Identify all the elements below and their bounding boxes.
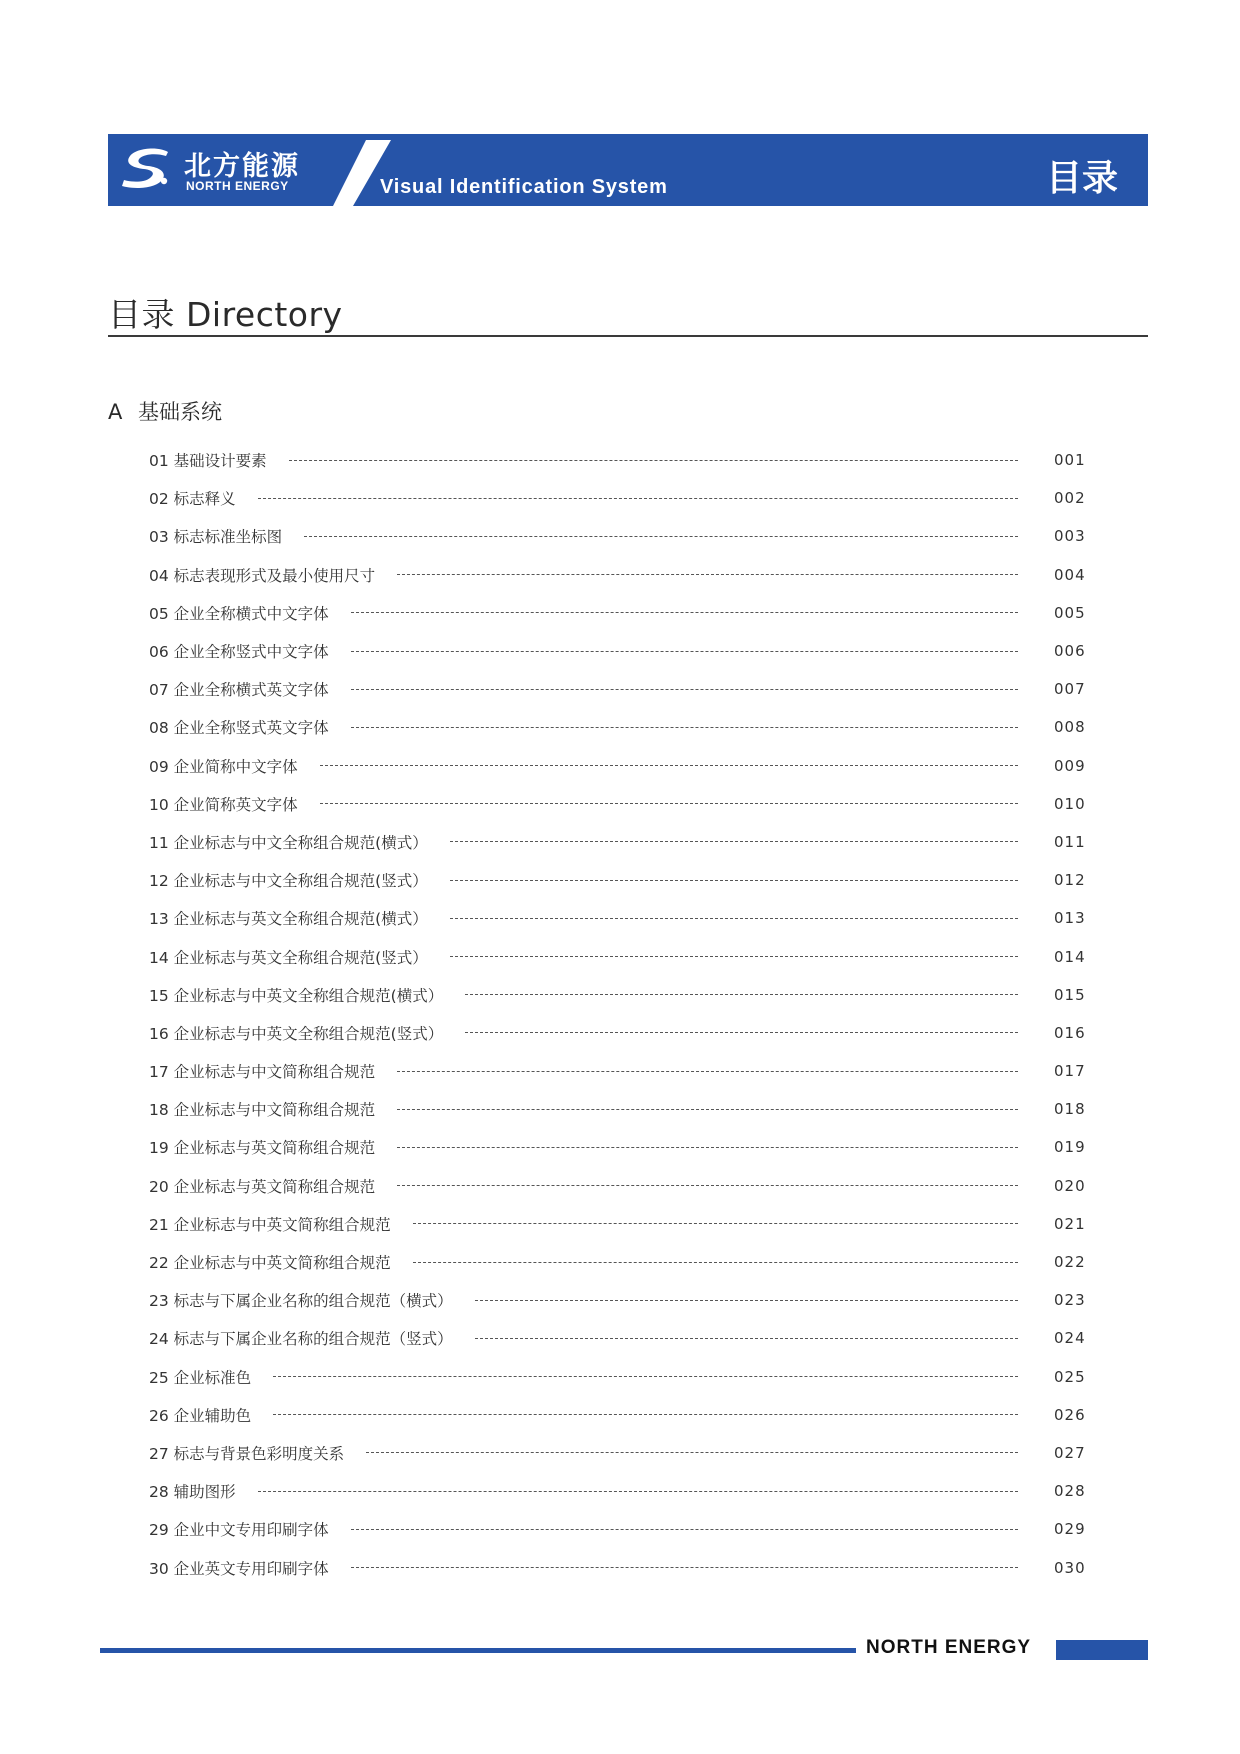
- toc-item-label: 14 企业标志与英文全称组合规范(竖式）: [149, 948, 428, 967]
- toc-item-label: 10 企业简称英文字体: [149, 795, 298, 814]
- toc-leader-dots: [450, 918, 1018, 919]
- toc-item-page: 020: [1054, 1176, 1086, 1195]
- toc-item-page: 030: [1054, 1558, 1086, 1577]
- toc-item[interactable]: [149, 1434, 1094, 1472]
- toc-item-page: 002: [1054, 489, 1086, 508]
- toc-item-page: 008: [1054, 718, 1086, 737]
- toc-leader-dots: [258, 1491, 1018, 1492]
- toc-item-page: 014: [1054, 947, 1086, 966]
- toc-leader-dots: [289, 460, 1018, 461]
- toc-leader-dots: [397, 1109, 1018, 1110]
- toc-leader-dots: [320, 803, 1018, 804]
- toc-item[interactable]: [149, 1319, 1094, 1357]
- toc-item-label: 02 标志释义: [149, 490, 236, 509]
- banner-section-title: 目录: [1045, 158, 1118, 199]
- toc-item[interactable]: [149, 1052, 1094, 1090]
- toc-leader-dots: [475, 1300, 1018, 1301]
- toc-item-page: 022: [1054, 1253, 1086, 1272]
- toc-leader-dots: [450, 880, 1018, 881]
- toc-item[interactable]: [149, 1358, 1094, 1396]
- toc-item-label: 05 企业全称横式中文字体: [149, 604, 329, 623]
- toc-leader-dots: [465, 1032, 1018, 1033]
- toc-item-label: 12 企业标志与中文全称组合规范(竖式）: [149, 872, 428, 891]
- toc-item[interactable]: [149, 1510, 1094, 1548]
- toc-item-label: 28 辅助图形: [149, 1483, 236, 1502]
- brand-name-cn: 北方能源: [184, 151, 300, 182]
- footer-accent-block: [1056, 1640, 1148, 1660]
- toc-leader-dots: [465, 994, 1018, 995]
- toc-item[interactable]: [149, 441, 1094, 479]
- toc-item-label: 16 企业标志与中英文全称组合规范(竖式）: [149, 1024, 444, 1043]
- toc-item[interactable]: [149, 861, 1094, 899]
- brand-name-en: NORTH ENERGY: [186, 179, 289, 193]
- toc-item-label: 13 企业标志与英文全称组合规范(横式）: [149, 910, 428, 929]
- toc-item-page: 009: [1054, 756, 1086, 775]
- toc-item[interactable]: [149, 1548, 1094, 1586]
- toc-item-page: 012: [1054, 871, 1086, 890]
- footer-brand: NORTH ENERGY: [866, 1637, 1032, 1658]
- toc-item-page: 023: [1054, 1291, 1086, 1310]
- toc-item[interactable]: [149, 747, 1094, 785]
- toc-item[interactable]: [149, 1396, 1094, 1434]
- toc-item[interactable]: [149, 823, 1094, 861]
- toc-leader-dots: [475, 1338, 1018, 1339]
- toc-leader-dots: [397, 1147, 1018, 1148]
- toc-item-page: 017: [1054, 1062, 1086, 1081]
- toc-item-page: 006: [1054, 642, 1086, 661]
- toc-item[interactable]: [149, 1205, 1094, 1243]
- toc-leader-dots: [351, 1529, 1018, 1530]
- toc-leader-dots: [366, 1452, 1018, 1453]
- toc-item[interactable]: [149, 1167, 1094, 1205]
- toc-item-page: 024: [1054, 1329, 1086, 1348]
- toc-item-label: 24 标志与下属企业名称的组合规范（竖式）: [149, 1330, 453, 1349]
- toc-item-page: 004: [1054, 565, 1086, 584]
- toc-item[interactable]: [149, 556, 1094, 594]
- toc-leader-dots: [413, 1262, 1018, 1263]
- toc-item-page: 015: [1054, 985, 1086, 1004]
- toc-item-page: 029: [1054, 1520, 1086, 1539]
- section-letter: A: [108, 400, 123, 424]
- toc-item-label: 21 企业标志与中英文简称组合规范: [149, 1215, 391, 1234]
- toc-item-label: 25 企业标准色: [149, 1368, 252, 1387]
- section-heading: [108, 396, 222, 426]
- toc-item-label: 29 企业中文专用印刷字体: [149, 1521, 329, 1540]
- toc-item-label: 22 企业标志与中英文简称组合规范: [149, 1254, 391, 1273]
- toc-item-page: 028: [1054, 1482, 1086, 1501]
- toc-item-page: 005: [1054, 603, 1086, 622]
- toc-item[interactable]: [149, 1281, 1094, 1319]
- toc-item-page: 019: [1054, 1138, 1086, 1157]
- toc-leader-dots: [397, 1185, 1018, 1186]
- banner-subtitle: Visual Identification System: [380, 176, 668, 198]
- toc-item-page: 026: [1054, 1405, 1086, 1424]
- page-title: 目录 Directory: [108, 295, 343, 334]
- toc-item-label: 18 企业标志与中文简称组合规范: [149, 1101, 376, 1120]
- toc-leader-dots: [273, 1376, 1018, 1377]
- toc-item-label: 04 标志表现形式及最小使用尺寸: [149, 566, 376, 585]
- toc-item[interactable]: [149, 1090, 1094, 1128]
- toc-leader-dots: [320, 765, 1018, 766]
- toc-item[interactable]: [149, 479, 1094, 517]
- toc-item-page: 013: [1054, 909, 1086, 928]
- toc-item-label: 23 标志与下属企业名称的组合规范（横式）: [149, 1292, 453, 1311]
- toc-item[interactable]: [149, 1243, 1094, 1281]
- toc-leader-dots: [351, 651, 1018, 652]
- toc-item-label: 07 企业全称横式英文字体: [149, 681, 329, 700]
- toc-item-page: 018: [1054, 1100, 1086, 1119]
- toc-item[interactable]: [149, 937, 1094, 975]
- toc-item-label: 15 企业标志与中英文全称组合规范(横式）: [149, 986, 444, 1005]
- north-energy-logo-icon: [122, 148, 170, 188]
- toc-item-page: 025: [1054, 1367, 1086, 1386]
- toc-item-label: 01 基础设计要素: [149, 452, 267, 471]
- toc-item-page: 003: [1054, 527, 1086, 546]
- toc-item[interactable]: [149, 976, 1094, 1014]
- toc-item-label: 26 企业辅助色: [149, 1406, 252, 1425]
- toc-leader-dots: [258, 498, 1018, 499]
- title-divider: [108, 335, 1148, 337]
- toc-item-page: 011: [1054, 832, 1086, 851]
- toc-item-page: 001: [1054, 451, 1086, 470]
- toc-leader-dots: [450, 841, 1018, 842]
- toc-item[interactable]: [149, 632, 1094, 670]
- toc-item-page: 021: [1054, 1214, 1086, 1233]
- toc-item[interactable]: [149, 899, 1094, 937]
- toc-item-label: 19 企业标志与英文简称组合规范: [149, 1139, 376, 1158]
- toc-item[interactable]: [149, 1128, 1094, 1166]
- toc-leader-dots: [351, 689, 1018, 690]
- toc-item[interactable]: [149, 708, 1094, 746]
- footer-rule: [100, 1648, 856, 1653]
- toc-item-page: 010: [1054, 794, 1086, 813]
- toc-item-label: 09 企业简称中文字体: [149, 757, 298, 776]
- header-banner: [108, 134, 1148, 206]
- toc-item[interactable]: [149, 594, 1094, 632]
- toc-leader-dots: [304, 536, 1018, 537]
- toc-item-label: 11 企业标志与中文全称组合规范(横式）: [149, 833, 428, 852]
- toc-item-label: 27 标志与背景色彩明度关系: [149, 1444, 345, 1463]
- toc-list: [149, 441, 1094, 1587]
- toc-leader-dots: [351, 612, 1018, 613]
- toc-leader-dots: [273, 1414, 1018, 1415]
- toc-item-label: 06 企业全称竖式中文字体: [149, 643, 329, 662]
- toc-item-page: 007: [1054, 680, 1086, 699]
- toc-item-page: 027: [1054, 1443, 1086, 1462]
- toc-leader-dots: [450, 956, 1018, 957]
- toc-leader-dots: [351, 727, 1018, 728]
- toc-item-label: 08 企业全称竖式英文字体: [149, 719, 329, 738]
- toc-item[interactable]: [149, 785, 1094, 823]
- toc-item-label: 03 标志标准坐标图: [149, 528, 283, 547]
- toc-leader-dots: [397, 1071, 1018, 1072]
- toc-leader-dots: [397, 574, 1018, 575]
- toc-item[interactable]: [149, 670, 1094, 708]
- toc-leader-dots: [351, 1567, 1018, 1568]
- toc-leader-dots: [413, 1223, 1018, 1224]
- toc-item-label: 17 企业标志与中文简称组合规范: [149, 1063, 376, 1082]
- toc-item-label: 20 企业标志与英文简称组合规范: [149, 1177, 376, 1196]
- toc-item[interactable]: [149, 1472, 1094, 1510]
- toc-item[interactable]: [149, 517, 1094, 555]
- section-name: 基础系统: [138, 400, 222, 424]
- toc-item-label: 30 企业英文专用印刷字体: [149, 1559, 329, 1578]
- toc-item-page: 016: [1054, 1023, 1086, 1042]
- toc-item[interactable]: [149, 1014, 1094, 1052]
